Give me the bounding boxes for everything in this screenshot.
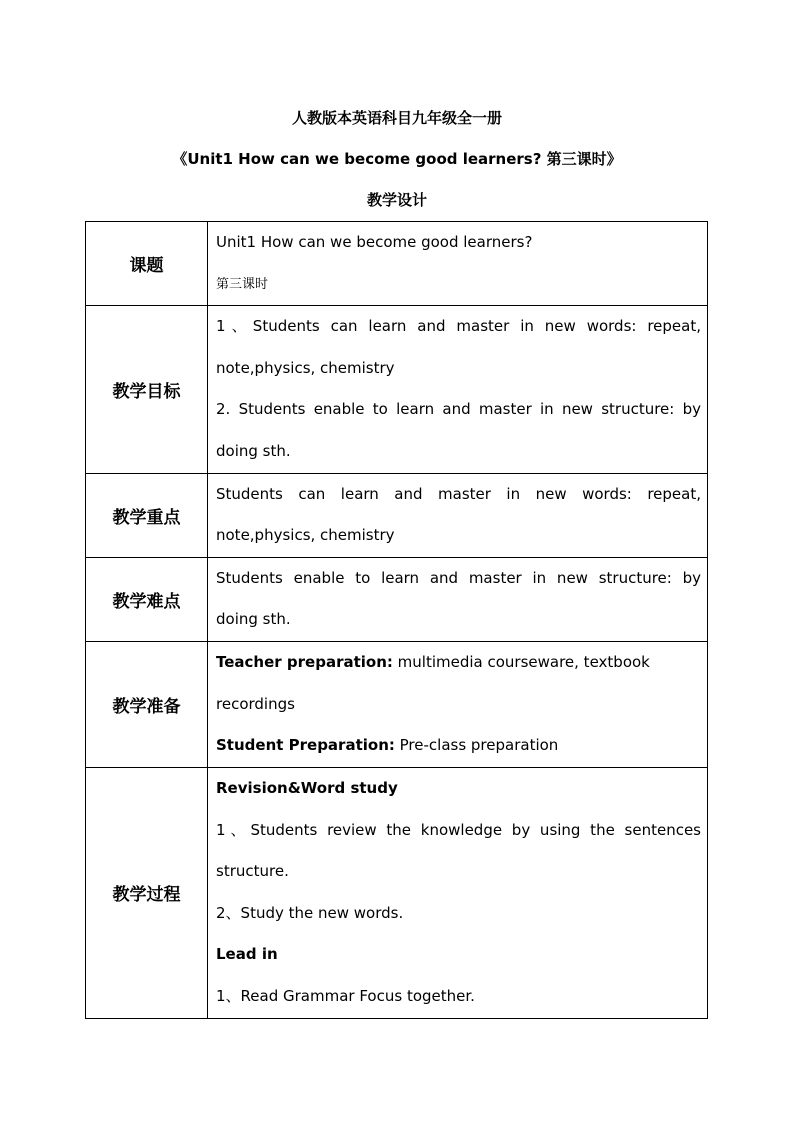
table-row-topic [86, 222, 708, 306]
student-preparation-text: Pre-class preparation [394, 736, 559, 755]
lesson-plan-table [85, 221, 708, 1019]
process-line: 1、Students review the knowledge by using the sentences [216, 820, 701, 839]
table-row-key-points [86, 473, 708, 557]
objectives-line: note,physics, chemistry [216, 358, 395, 377]
process-heading: Lead in [216, 945, 278, 964]
teacher-preparation-text: multimedia courseware, textbook [392, 652, 650, 671]
teacher-preparation-label: Teacher preparation: [216, 652, 393, 671]
difficulties-line: Students enable to learn and master in new structure: by [216, 568, 701, 587]
objectives-line: doing sth. [216, 441, 291, 460]
objectives-line: 2. Students enable to learn and master in new structure: by [216, 400, 701, 419]
objectives-line: 1、Students can learn and master in new words: repeat, [216, 317, 701, 336]
table-row-preparation [86, 641, 708, 767]
table-row-difficulties [86, 557, 708, 641]
key-points-content [208, 473, 708, 557]
key-points-line: note,physics, chemistry [216, 526, 395, 545]
preparation-label: 教学准备 [86, 641, 208, 767]
process-line: 1、Read Grammar Focus together. [216, 986, 475, 1005]
process-line: 2、Study the new words. [216, 903, 404, 922]
lesson-title: 《Unit1 How can we become good learners? 第三课时》 [172, 150, 622, 168]
process-heading: Revision&Word study [216, 778, 398, 797]
key-points-line: Students can learn and master in new words: repeat, [216, 484, 701, 503]
teacher-preparation-line [216, 642, 701, 684]
topic-content [208, 222, 708, 306]
process-line: structure. [216, 862, 289, 881]
student-preparation-line [216, 725, 701, 767]
topic-label: 课题 [86, 222, 208, 306]
table-row-process [86, 767, 708, 1018]
difficulties-line: doing sth. [216, 610, 291, 629]
preparation-content [208, 641, 708, 767]
topic-line: 第三课时 [216, 276, 269, 292]
difficulties-label: 教学难点 [86, 557, 208, 641]
objectives-content [208, 306, 708, 473]
design-heading: 教学设计 [366, 191, 427, 209]
key-points-label: 教学重点 [86, 473, 208, 557]
teacher-preparation-text-continued: recordings [216, 694, 295, 713]
objectives-label: 教学目标 [86, 306, 208, 473]
student-preparation-label: Student Preparation: [216, 736, 395, 755]
difficulties-content [208, 557, 708, 641]
topic-line: Unit1 How can we become good learners? [216, 233, 533, 251]
table-row-objectives [86, 306, 708, 473]
process-content [208, 767, 708, 1018]
process-label: 教学过程 [86, 767, 208, 1018]
document-title: 人教版本英语科目九年级全一册 [291, 109, 502, 127]
